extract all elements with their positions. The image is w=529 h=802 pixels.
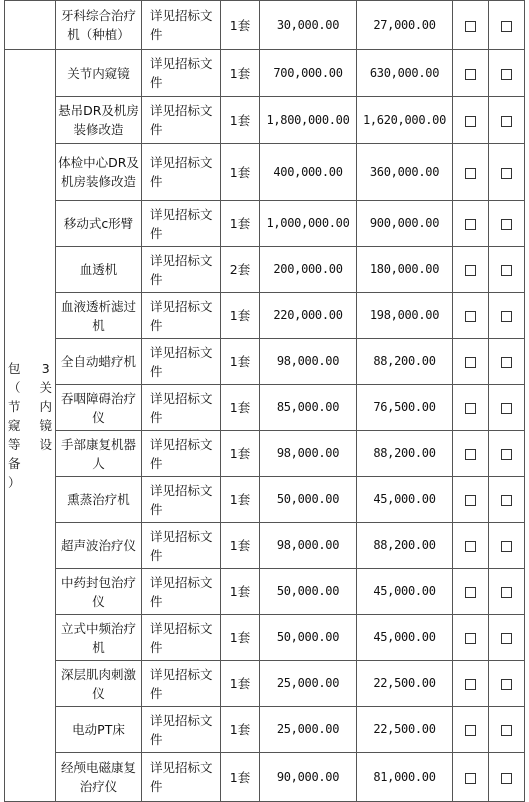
table-row xyxy=(5,523,525,569)
budget-amount-cell: 30,000.00 xyxy=(260,1,357,50)
package-label-char: 等 xyxy=(8,437,21,452)
package-label-char: （ xyxy=(8,380,21,395)
checkbox[interactable] xyxy=(465,357,476,368)
item-name-cell: 手部康复机器人 xyxy=(56,431,142,477)
quantity-cell: 1套 xyxy=(221,339,260,385)
package-label-char: 窥 xyxy=(8,418,21,433)
checkbox-cell xyxy=(453,201,489,247)
max-price-cell: 1,620,000.00 xyxy=(357,97,453,144)
item-name-cell: 体检中心DR及机房装修改造 xyxy=(56,144,142,201)
requirement-cell: 详见招标文件 xyxy=(142,569,221,615)
package-label-cell xyxy=(5,50,56,802)
procurement-table xyxy=(4,0,525,802)
table-row xyxy=(5,247,525,293)
checkbox[interactable] xyxy=(501,265,512,276)
requirement-cell: 详见招标文件 xyxy=(142,339,221,385)
item-name-cell: 吞咽障碍治疗仪 xyxy=(56,385,142,431)
checkbox[interactable] xyxy=(465,219,476,230)
checkbox-cell xyxy=(453,707,489,753)
checkbox-cell xyxy=(489,707,525,753)
checkbox[interactable] xyxy=(501,21,512,32)
checkbox[interactable] xyxy=(501,587,512,598)
table-row xyxy=(5,339,525,385)
checkbox[interactable] xyxy=(465,265,476,276)
checkbox[interactable] xyxy=(465,587,476,598)
package-label-char: 镜 xyxy=(39,418,52,433)
max-price-cell: 360,000.00 xyxy=(357,144,453,201)
package-label-char: 节 xyxy=(8,399,21,414)
requirement-cell: 详见招标文件 xyxy=(142,477,221,523)
checkbox[interactable] xyxy=(465,69,476,80)
budget-amount-cell: 700,000.00 xyxy=(260,50,357,97)
budget-amount-cell: 50,000.00 xyxy=(260,615,357,661)
requirement-cell: 详见招标文件 xyxy=(142,201,221,247)
quantity-cell: 2套 xyxy=(221,247,260,293)
checkbox-cell xyxy=(489,615,525,661)
table-row xyxy=(5,615,525,661)
checkbox[interactable] xyxy=(501,219,512,230)
item-name-cell: 牙科综合治疗机（种植） xyxy=(56,1,142,50)
max-price-cell: 45,000.00 xyxy=(357,477,453,523)
requirement-cell: 详见招标文件 xyxy=(142,97,221,144)
checkbox-cell xyxy=(453,144,489,201)
checkbox-cell xyxy=(489,661,525,707)
item-name-cell: 熏蒸治疗机 xyxy=(56,477,142,523)
max-price-cell: 45,000.00 xyxy=(357,615,453,661)
budget-amount-cell: 50,000.00 xyxy=(260,569,357,615)
item-name-cell: 超声波治疗仪 xyxy=(56,523,142,569)
package-label-char: 包 xyxy=(8,361,21,376)
checkbox-cell xyxy=(453,523,489,569)
checkbox-cell xyxy=(453,97,489,144)
checkbox[interactable] xyxy=(501,357,512,368)
max-price-cell: 630,000.00 xyxy=(357,50,453,97)
item-name-cell: 电动PT床 xyxy=(56,707,142,753)
requirement-cell: 详见招标文件 xyxy=(142,431,221,477)
table-row xyxy=(5,293,525,339)
checkbox[interactable] xyxy=(501,773,512,784)
item-name-cell: 深层肌肉刺激仪 xyxy=(56,661,142,707)
quantity-cell: 1套 xyxy=(221,50,260,97)
table-row xyxy=(5,477,525,523)
quantity-cell: 1套 xyxy=(221,97,260,144)
quantity-cell: 1套 xyxy=(221,707,260,753)
table-row xyxy=(5,97,525,144)
checkbox[interactable] xyxy=(465,725,476,736)
checkbox-cell xyxy=(489,144,525,201)
checkbox[interactable] xyxy=(501,69,512,80)
requirement-cell: 详见招标文件 xyxy=(142,523,221,569)
checkbox[interactable] xyxy=(465,633,476,644)
checkbox-cell xyxy=(453,293,489,339)
checkbox-cell xyxy=(453,753,489,802)
budget-amount-cell: 200,000.00 xyxy=(260,247,357,293)
checkbox-cell xyxy=(489,477,525,523)
checkbox-cell xyxy=(453,661,489,707)
checkbox[interactable] xyxy=(501,541,512,552)
quantity-cell: 1套 xyxy=(221,1,260,50)
checkbox-cell xyxy=(453,431,489,477)
checkbox[interactable] xyxy=(501,116,512,127)
requirement-cell: 详见招标文件 xyxy=(142,385,221,431)
max-price-cell: 76,500.00 xyxy=(357,385,453,431)
table-row xyxy=(5,201,525,247)
quantity-cell: 1套 xyxy=(221,569,260,615)
checkbox-cell xyxy=(453,247,489,293)
table-row xyxy=(5,431,525,477)
item-name-cell: 立式中频治疗机 xyxy=(56,615,142,661)
checkbox[interactable] xyxy=(465,311,476,322)
quantity-cell: 1套 xyxy=(221,431,260,477)
checkbox-cell xyxy=(489,339,525,385)
budget-amount-cell: 400,000.00 xyxy=(260,144,357,201)
item-name-cell: 移动式c形臂 xyxy=(56,201,142,247)
max-price-cell: 900,000.00 xyxy=(357,201,453,247)
requirement-cell: 详见招标文件 xyxy=(142,293,221,339)
table-row xyxy=(5,1,525,50)
quantity-cell: 1套 xyxy=(221,293,260,339)
budget-amount-cell: 85,000.00 xyxy=(260,385,357,431)
checkbox-cell xyxy=(489,293,525,339)
max-price-cell: 22,500.00 xyxy=(357,707,453,753)
max-price-cell: 81,000.00 xyxy=(357,753,453,802)
checkbox[interactable] xyxy=(501,679,512,690)
checkbox-cell xyxy=(489,247,525,293)
requirement-cell: 详见招标文件 xyxy=(142,144,221,201)
budget-amount-cell: 25,000.00 xyxy=(260,661,357,707)
budget-amount-cell: 1,000,000.00 xyxy=(260,201,357,247)
checkbox[interactable] xyxy=(465,21,476,32)
table-body xyxy=(5,1,525,802)
checkbox-cell xyxy=(453,1,489,50)
budget-amount-cell: 98,000.00 xyxy=(260,523,357,569)
max-price-cell: 45,000.00 xyxy=(357,569,453,615)
package-label-char: 备 xyxy=(8,456,21,471)
table-row xyxy=(5,661,525,707)
checkbox[interactable] xyxy=(501,168,512,179)
requirement-cell: 详见招标文件 xyxy=(142,615,221,661)
checkbox-cell xyxy=(489,97,525,144)
budget-amount-cell: 220,000.00 xyxy=(260,293,357,339)
budget-amount-cell: 50,000.00 xyxy=(260,477,357,523)
checkbox-cell xyxy=(489,523,525,569)
checkbox-cell xyxy=(489,753,525,802)
checkbox[interactable] xyxy=(501,633,512,644)
requirement-cell: 详见招标文件 xyxy=(142,753,221,802)
quantity-cell: 1套 xyxy=(221,523,260,569)
quantity-cell: 1套 xyxy=(221,661,260,707)
requirement-cell: 详见招标文件 xyxy=(142,247,221,293)
max-price-cell: 88,200.00 xyxy=(357,431,453,477)
checkbox[interactable] xyxy=(465,449,476,460)
checkbox[interactable] xyxy=(465,403,476,414)
checkbox[interactable] xyxy=(501,449,512,460)
package-label-char: 关 xyxy=(39,380,52,395)
checkbox[interactable] xyxy=(501,403,512,414)
table-row xyxy=(5,50,525,97)
item-name-cell: 关节内窥镜 xyxy=(56,50,142,97)
quantity-cell: 1套 xyxy=(221,201,260,247)
package-label-char: 3 xyxy=(41,361,50,376)
checkbox-cell xyxy=(453,477,489,523)
budget-amount-cell: 98,000.00 xyxy=(260,431,357,477)
table-row xyxy=(5,707,525,753)
table-row xyxy=(5,144,525,201)
checkbox[interactable] xyxy=(465,541,476,552)
checkbox-cell xyxy=(489,385,525,431)
package-cell-empty xyxy=(5,1,56,50)
item-name-cell: 血透机 xyxy=(56,247,142,293)
checkbox[interactable] xyxy=(465,773,476,784)
item-name-cell: 悬吊DR及机房装修改造 xyxy=(56,97,142,144)
item-name-cell: 经颅电磁康复治疗仪 xyxy=(56,753,142,802)
item-name-cell: 中药封包治疗仪 xyxy=(56,569,142,615)
budget-amount-cell: 1,800,000.00 xyxy=(260,97,357,144)
max-price-cell: 22,500.00 xyxy=(357,661,453,707)
checkbox[interactable] xyxy=(465,168,476,179)
max-price-cell: 88,200.00 xyxy=(357,523,453,569)
quantity-cell: 1套 xyxy=(221,753,260,802)
checkbox-cell xyxy=(489,1,525,50)
quantity-cell: 1套 xyxy=(221,477,260,523)
table-row xyxy=(5,753,525,802)
requirement-cell: 详见招标文件 xyxy=(142,1,221,50)
max-price-cell: 198,000.00 xyxy=(357,293,453,339)
checkbox-cell xyxy=(489,50,525,97)
checkbox-cell xyxy=(453,339,489,385)
table-row xyxy=(5,569,525,615)
requirement-cell: 详见招标文件 xyxy=(142,50,221,97)
checkbox-cell xyxy=(489,431,525,477)
checkbox[interactable] xyxy=(501,725,512,736)
checkbox[interactable] xyxy=(465,495,476,506)
quantity-cell: 1套 xyxy=(221,385,260,431)
quantity-cell: 1套 xyxy=(221,144,260,201)
item-name-cell: 全自动蜡疗机 xyxy=(56,339,142,385)
package-label-char: 设 xyxy=(39,437,52,452)
table-row xyxy=(5,385,525,431)
max-price-cell: 27,000.00 xyxy=(357,1,453,50)
budget-amount-cell: 98,000.00 xyxy=(260,339,357,385)
requirement-cell: 详见招标文件 xyxy=(142,661,221,707)
package-label-char: ） xyxy=(8,475,21,490)
checkbox-cell xyxy=(453,385,489,431)
checkbox-cell xyxy=(489,569,525,615)
checkbox[interactable] xyxy=(465,116,476,127)
quantity-cell: 1套 xyxy=(221,615,260,661)
requirement-cell: 详见招标文件 xyxy=(142,707,221,753)
checkbox[interactable] xyxy=(501,495,512,506)
checkbox[interactable] xyxy=(501,311,512,322)
checkbox-cell xyxy=(489,201,525,247)
budget-amount-cell: 25,000.00 xyxy=(260,707,357,753)
max-price-cell: 88,200.00 xyxy=(357,339,453,385)
package-label-char: 内 xyxy=(39,399,52,414)
item-name-cell: 血液透析滤过机 xyxy=(56,293,142,339)
budget-amount-cell: 90,000.00 xyxy=(260,753,357,802)
checkbox-cell xyxy=(453,50,489,97)
checkbox-cell xyxy=(453,569,489,615)
max-price-cell: 180,000.00 xyxy=(357,247,453,293)
checkbox[interactable] xyxy=(465,679,476,690)
checkbox-cell xyxy=(453,615,489,661)
